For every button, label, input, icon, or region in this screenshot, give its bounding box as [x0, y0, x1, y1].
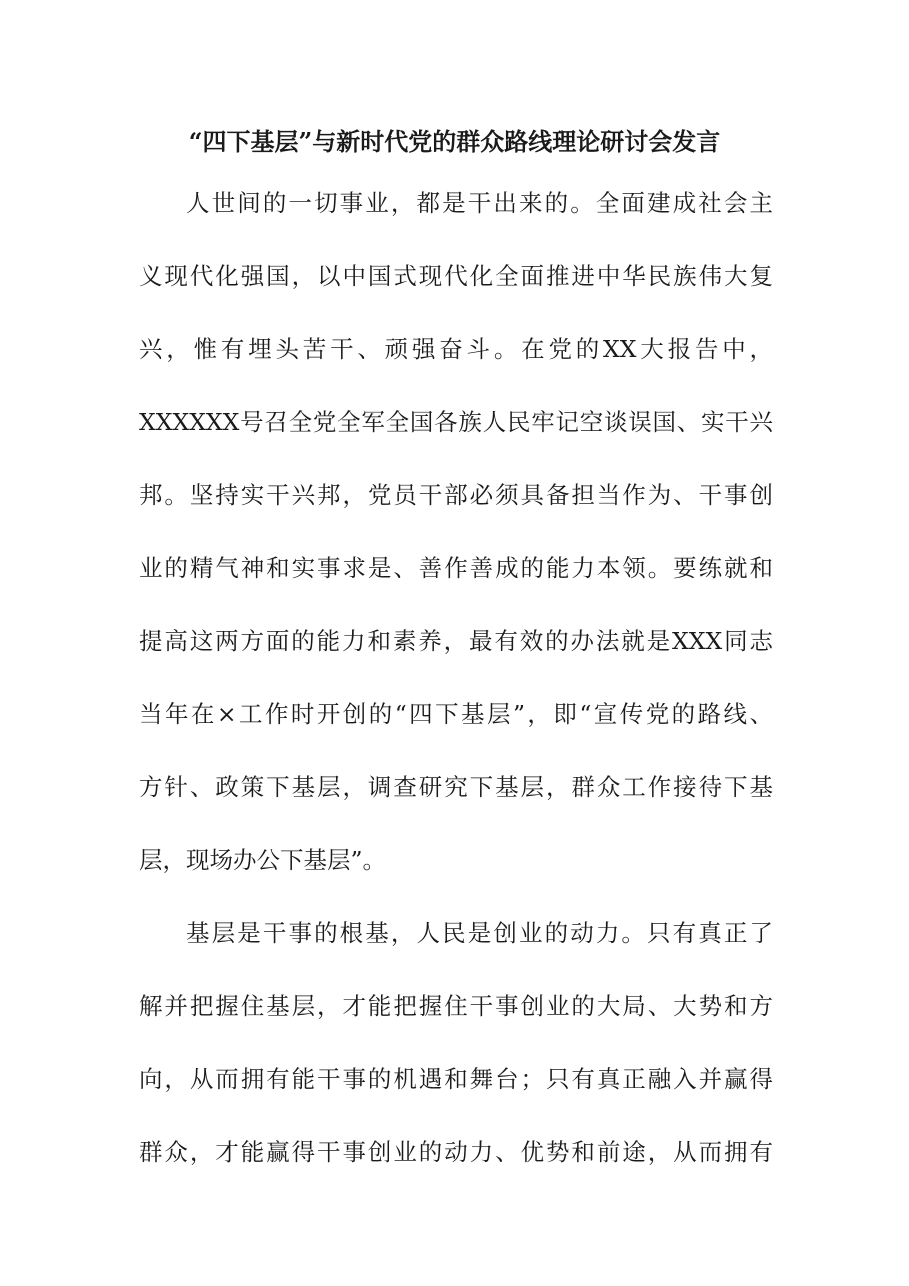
paragraph-1-line-9: 方针、政策下基层，调查研究下基层，群众工作接待下基 [139, 773, 773, 801]
paragraph-1-line-8: 当年在×工作时开创的“四下基层”，即“宣传党的路线、 [139, 700, 773, 728]
paragraph-1-line-3: 兴，惟有埋头苦干、顽强奋斗。在党的XX大报告中， [139, 335, 773, 363]
paragraph-1-line-2: 义现代化强国，以中国式现代化全面推进中华民族伟大复 [139, 262, 773, 290]
paragraph-1-line-6: 业的精气神和实事求是、善作善成的能力本领。要练就和 [139, 554, 773, 582]
document-title: “四下基层”与新时代党的群众路线理论研讨会发言 [188, 127, 721, 156]
paragraph-2-line-2: 解并把握住基层，才能把握住干事创业的大局、大势和方 [139, 992, 773, 1020]
paragraph-1-line-5: 邦。坚持实干兴邦，党员干部必须具备担当作为、干事创 [139, 481, 773, 509]
paragraph-1-line-10: 层，现场办公下基层”。 [139, 846, 387, 874]
paragraph-2-line-3: 向，从而拥有能干事的机遇和舞台；只有真正融入并赢得 [139, 1065, 773, 1093]
paragraph-1-line-7: 提高这两方面的能力和素养，最有效的办法就是XXX同志 [139, 627, 773, 655]
paragraph-1-line-4: XXXXXX号召全党全军全国各族人民牢记空谈误国、实干兴 [139, 408, 773, 436]
paragraph-2-line-1: 基层是干事的根基，人民是创业的动力。只有真正了 [186, 919, 773, 947]
paragraph-1-line-1: 人世间的一切事业，都是干出来的。全面建成社会主 [186, 189, 773, 217]
paragraph-2-line-4: 群众，才能赢得干事创业的动力、优势和前途，从而拥有 [139, 1138, 773, 1166]
